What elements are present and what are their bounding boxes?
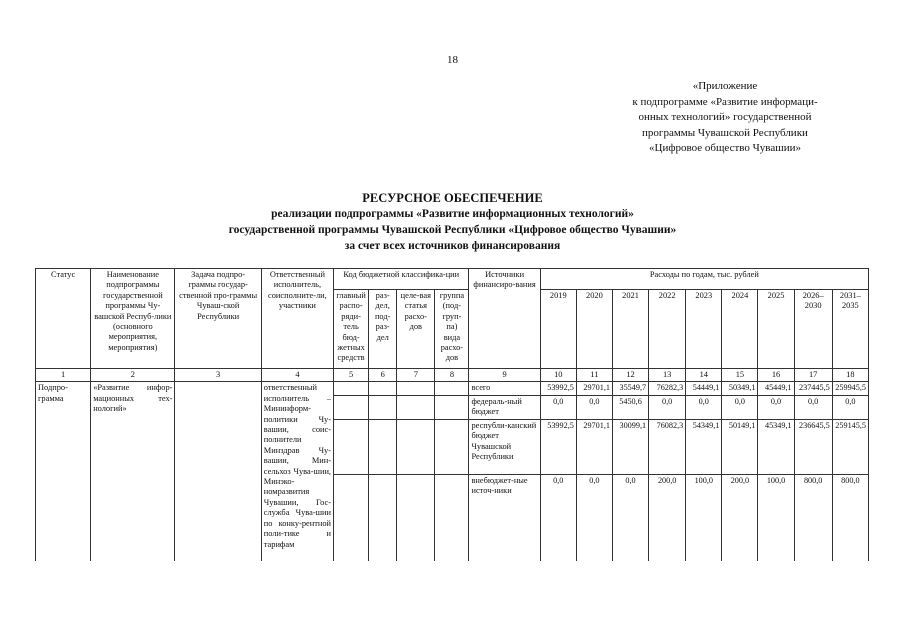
value-cell: 259145,5 (832, 419, 868, 474)
header-year: 2019 (540, 290, 576, 369)
value-cell: 0,0 (540, 474, 576, 561)
appendix-line: к подпрограмме «Развитие информаци- (632, 95, 818, 108)
column-number: 3 (175, 369, 261, 382)
budget-code-cell (369, 474, 397, 561)
value-cell: 0,0 (649, 395, 686, 419)
header-name: Наименование подпрограммы государственной программы Чу-вашской Респуб-лики (основного мероприятия, мероприятия) (91, 269, 175, 369)
value-cell: 0,0 (758, 395, 794, 419)
appendix-line: онных технологий» государственной (638, 111, 812, 123)
value-cell: 29701,1 (576, 419, 612, 474)
header-year: 2031–2035 (832, 290, 868, 369)
budget-code-cell (435, 419, 469, 474)
value-cell: 236645,5 (794, 419, 832, 474)
value-cell: 76082,3 (649, 419, 686, 474)
header-sources: Источники финансиро-вания (469, 269, 540, 369)
value-cell: 53992,5 (540, 382, 576, 395)
value-cell: 54449,1 (686, 382, 722, 395)
column-number: 4 (261, 369, 333, 382)
value-cell: 200,0 (722, 474, 758, 561)
header-year: 2025 (758, 290, 794, 369)
value-cell: 0,0 (576, 474, 612, 561)
header-budget-code: Код бюджетной классифика-ции (334, 269, 469, 290)
budget-code-cell (334, 419, 369, 474)
value-cell: 35549,7 (612, 382, 648, 395)
budget-code-cell (435, 382, 469, 395)
budget-code-cell (397, 382, 435, 395)
resource-table (35, 268, 869, 561)
heading-subtitle: государственной программы Чувашской Республики «Цифровое общество Чувашии» (228, 224, 677, 236)
header-budget-sub: целе-вая статья расхо-дов (397, 290, 435, 369)
header-status: Статус (36, 269, 91, 369)
value-cell: 100,0 (758, 474, 794, 561)
column-number: 10 (540, 369, 576, 382)
budget-code-cell (369, 419, 397, 474)
header-budget-sub: раз-дел, под-раз-дел (369, 290, 397, 369)
value-cell: 29701,1 (576, 382, 612, 395)
row-source: республи-канский бюджет Чувашской Республики (469, 419, 540, 474)
value-cell: 50349,1 (722, 382, 758, 395)
header-year: 2023 (686, 290, 722, 369)
document-heading (0, 190, 905, 254)
header-year: 2020 (576, 290, 612, 369)
column-number: 9 (469, 369, 540, 382)
column-number: 16 (758, 369, 794, 382)
heading-title: РЕСУРСНОЕ ОБЕСПЕЧЕНИЕ (362, 191, 543, 205)
header-budget-sub: группа (под-груп-па) вида расхо-дов (435, 290, 469, 369)
appendix-line: программы Чувашской Республики (642, 126, 808, 139)
column-number: 8 (435, 369, 469, 382)
header-budget-sub: главный распо-ряди-тель бюд-жетных средств (334, 290, 369, 369)
column-number: 5 (334, 369, 369, 382)
budget-code-cell (397, 419, 435, 474)
heading-subtitle: за счет всех источников финансирования (344, 240, 561, 252)
value-cell: 5450,6 (612, 395, 648, 419)
column-number: 11 (576, 369, 612, 382)
header-executor: Ответственный исполнитель, соисполните-ли, участники (261, 269, 333, 369)
column-number: 14 (686, 369, 722, 382)
header-task: Задача подпро-граммы государ-ственной про-граммы Чуваш-ской Республики (175, 269, 261, 369)
value-cell: 0,0 (612, 474, 648, 561)
value-cell: 30099,1 (612, 419, 648, 474)
value-cell: 100,0 (686, 474, 722, 561)
value-cell: 50149,1 (722, 419, 758, 474)
header-year: 2026–2030 (794, 290, 832, 369)
column-number: 7 (397, 369, 435, 382)
budget-code-cell (369, 395, 397, 419)
budget-code-cell (397, 395, 435, 419)
value-cell: 76282,3 (649, 382, 686, 395)
column-number: 6 (369, 369, 397, 382)
table-header-row (36, 269, 869, 290)
value-cell: 45349,1 (758, 419, 794, 474)
column-number: 15 (722, 369, 758, 382)
page-number: 18 (447, 54, 458, 66)
budget-code-cell (334, 474, 369, 561)
row-status: Подпро-грамма (36, 382, 91, 561)
value-cell: 53992,5 (540, 419, 576, 474)
budget-code-cell (435, 474, 469, 561)
budget-code-cell (397, 474, 435, 561)
budget-code-cell (334, 382, 369, 395)
appendix-line: «Приложение (692, 80, 758, 92)
value-cell: 800,0 (832, 474, 868, 561)
value-cell: 0,0 (576, 395, 612, 419)
heading-subtitle: реализации подпрограммы «Развитие информационных технологий» (271, 208, 634, 220)
budget-code-cell (369, 382, 397, 395)
value-cell: 54349,1 (686, 419, 722, 474)
value-cell: 45449,1 (758, 382, 794, 395)
budget-code-cell (334, 395, 369, 419)
header-expenses: Расходы по годам, тыс. рублей (540, 269, 868, 290)
value-cell: 800,0 (794, 474, 832, 561)
value-cell: 0,0 (722, 395, 758, 419)
column-number-row (36, 369, 869, 382)
value-cell: 259945,5 (832, 382, 868, 395)
value-cell: 200,0 (649, 474, 686, 561)
row-executor: ответственный исполнитель – Мининформ-политики Чу-вашии, соис-полнители Минздрав Чу-вашии, Мин-сельхоз Чува-шии, Минэко-номразвития Чувашии, Гос-служба Чува-шии по конку-рентной поли-тике и тарифам (261, 382, 333, 561)
header-year: 2024 (722, 290, 758, 369)
budget-code-cell (435, 395, 469, 419)
value-cell: 237445,5 (794, 382, 832, 395)
row-task (175, 382, 261, 561)
table-row (36, 382, 869, 395)
column-number: 12 (612, 369, 648, 382)
header-year: 2021 (612, 290, 648, 369)
value-cell: 0,0 (832, 395, 868, 419)
row-source: всего (469, 382, 540, 395)
column-number: 18 (832, 369, 868, 382)
value-cell: 0,0 (540, 395, 576, 419)
row-name: «Развитие инфор-мационных тех-нологий» (91, 382, 175, 561)
appendix-line: «Цифровое общество Чувашии» (649, 142, 801, 154)
column-number: 17 (794, 369, 832, 382)
column-number: 2 (91, 369, 175, 382)
column-number: 1 (36, 369, 91, 382)
appendix-note (600, 79, 850, 157)
row-source: федераль-ный бюджет (469, 395, 540, 419)
value-cell: 0,0 (686, 395, 722, 419)
row-source: внебюджет-ные источ-ники (469, 474, 540, 561)
column-number: 13 (649, 369, 686, 382)
value-cell: 0,0 (794, 395, 832, 419)
header-year: 2022 (649, 290, 686, 369)
